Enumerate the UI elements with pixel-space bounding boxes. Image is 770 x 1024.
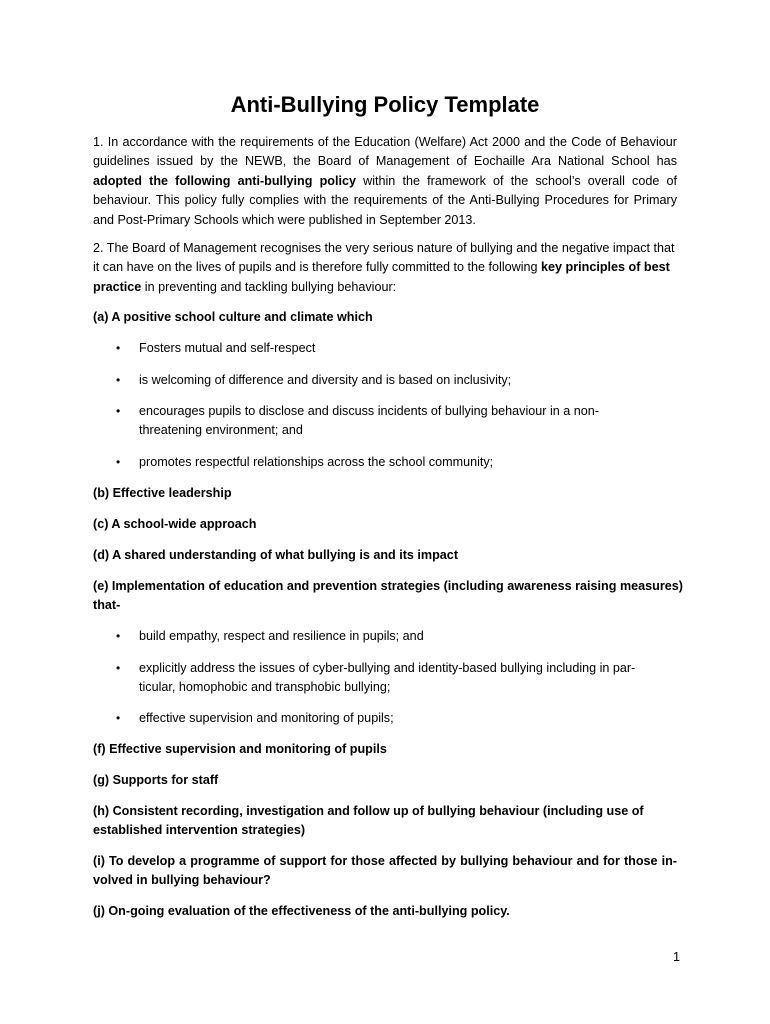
bullet-item: build empathy, respect and resilience in pupils; and	[139, 629, 424, 643]
bullet-icon: •	[116, 404, 121, 418]
section-h-heading: (h) Consistent recording, investigation and follow up of bullying behaviour (including use of established intervention strategies)	[93, 804, 644, 838]
paragraph-2-text-end: in preventing and tackling bullying behaviour:	[141, 279, 397, 294]
section-g-heading: (g) Supports for staff	[93, 773, 219, 787]
bullet-item: Fosters mutual and self-respect	[139, 341, 316, 355]
paragraph-2	[93, 239, 677, 297]
section-d-heading: (d) A shared understanding of what bullying is and its impact	[93, 548, 459, 562]
bullet-icon: •	[116, 711, 121, 725]
bullet-item: promotes respectful relationships across the school community;	[139, 455, 494, 469]
paragraph-2-text-start: 2. The Board of Management recognises the very serious nature of bullying and the negative impact that it can have on the lives of pupils and is therefore fully committed to the following	[93, 241, 675, 275]
paragraph-1	[93, 133, 677, 230]
section-a-heading: (a) A positive school culture and climate which	[93, 310, 373, 324]
bullet-item: encourages pupils to disclose and discuss incidents of bullying behaviour in a non-threatening environment; and	[139, 404, 599, 438]
paragraph-1-bold-text: adopted the following anti-bullying policy	[93, 173, 356, 188]
section-b-heading: (b) Effective leadership	[93, 486, 232, 500]
page-number: 1	[672, 950, 680, 964]
bullet-icon: •	[116, 341, 121, 355]
bullet-item: effective supervision and monitoring of pupils;	[139, 711, 394, 725]
paragraph-1-text-start: 1. In accordance with the requirements of the Education (Welfare) Act 2000 and the Code of Behaviour guidelines issued by the NEWB, the Board of Management of Eochaille Ara National School has	[93, 135, 677, 169]
paragraph-1-text-end: within the framework of the school’s overall code of behaviour. This policy fully complies with the requirements of the Anti-Bullying Procedures for Primary and Post-Primary Schools which were published in September 2013.	[93, 173, 677, 227]
section-i-heading: (i) To develop a programme of support for those affected by bullying behaviour and for those in-volved in bullying behaviour?	[93, 854, 677, 888]
bullet-icon: •	[116, 373, 121, 387]
section-c-heading: (c) A school-wide approach	[93, 517, 257, 531]
section-f-heading: (f) Effective supervision and monitoring of pupils	[93, 742, 387, 756]
document-title: Anti-Bullying Policy Template	[230, 92, 540, 117]
bullet-item: explicitly address the issues of cyber-bullying and identity-based bullying including in par-ticular, homophobic and transphobic bullying;	[139, 661, 636, 695]
section-e-heading: (e) Implementation of education and prevention strategies (including awareness raising measures) that-	[93, 579, 683, 613]
paragraph-2-bold-text: key principles of best practice	[93, 260, 670, 294]
bullet-item: is welcoming of difference and diversity and is based on inclusivity;	[139, 373, 512, 387]
bullet-icon: •	[116, 661, 121, 675]
bullet-icon: •	[116, 455, 121, 469]
section-j-heading: (j) On-going evaluation of the effectiveness of the anti-bullying policy.	[93, 904, 510, 918]
bullet-icon: •	[116, 629, 121, 643]
